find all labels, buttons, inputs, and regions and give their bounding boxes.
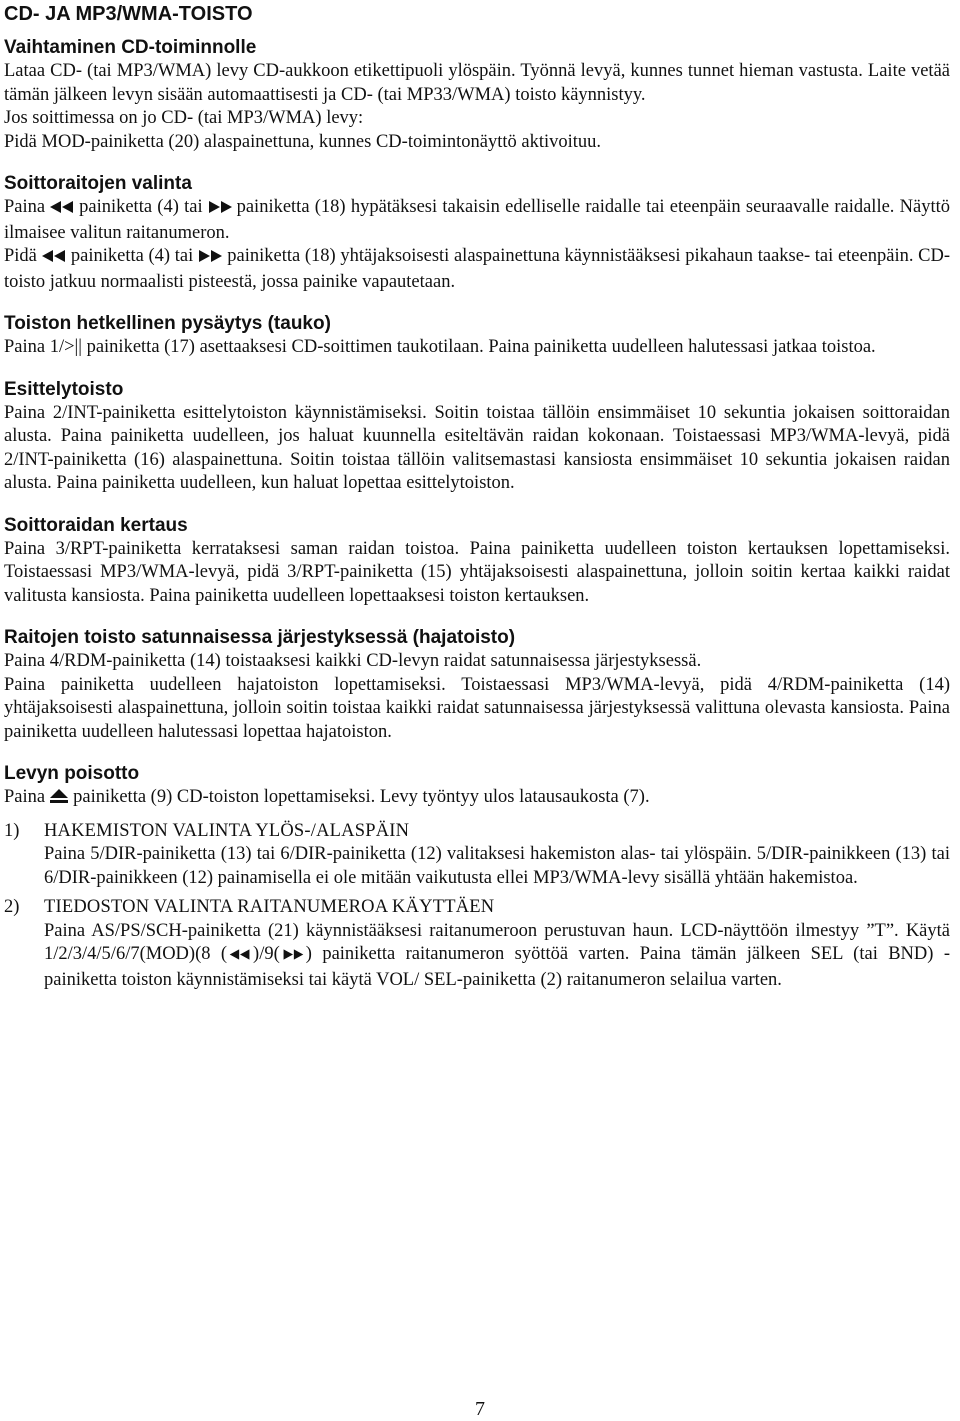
section-random (4, 626, 950, 744)
page-number: 7 (475, 1398, 485, 1420)
list-item-text: Paina 5/DIR-painiketta (13) tai 6/DIR-painiketta (12) valitaksesi hakemiston alas- tai ylöspäin. 5/DIR-painikkeen (13) tai 6/DIR-painikkeen (12) painamisella ei ole mitään vaikutusta ellei MP3/WMA-levy sisällä yhtään hakemistoa. (44, 844, 950, 888)
list-item-title: TIEDOSTON VALINTA RAITANUMEROA KÄYTTÄEN (44, 897, 495, 917)
rewind-icon (48, 198, 76, 222)
list-item (4, 820, 950, 891)
text-run: painiketta (9) CD-toiston lopettamiseksi. Levy työntyy ulos latausaukosta (7). (73, 787, 650, 807)
list-item-text (44, 920, 950, 993)
text-run: ) painiketta raitanumeron syöttöä varten. Paina tämän jälkeen SEL (tai BND) -painiketta toiston käynnistämiseksi tai käytä VOL/ SEL-painiketta (2) raitanumeron selailua varten. (44, 944, 950, 990)
text-run: Paina (4, 197, 46, 217)
eject-icon (48, 788, 70, 812)
paragraph: Paina 1/>|| painiketta (17) asettaaksesi CD-soittimen taukotilaan. Paina painiketta uudelleen halutessasi jatkaa toistoa. (4, 337, 876, 357)
paragraph: Paina 4/RDM-painiketta (14) toistaaksesi kaikki CD-levyn raidat satunnaisessa järjestyksessä. (4, 651, 702, 671)
list-number: 1) (4, 820, 20, 841)
fast-forward-icon (196, 247, 224, 271)
section-heading: Esittelytoisto (4, 378, 124, 400)
paragraph (4, 786, 950, 812)
paragraph (4, 196, 950, 245)
section-heading: Soittoraitojen valinta (4, 173, 192, 194)
section-heading: Levyn poisotto (4, 763, 140, 784)
paragraph: Paina 2/INT-painiketta esittelytoiston käynnistämiseksi. Soitin toistaa tällöin ensimmäiset 10 sekuntia jokaisen soittoraidan alusta. Paina painiketta uudelleen, jos haluat kuunnella esiteltävän raidan kokonaan. Toistaessasi MP3/WMA-levyä, pidä 2/INT-painiketta (16) alaspainettuna. Soitin toistaa tällöin valitsemastasi kansiosta ensimmäiset 10 sekuntia jokaisen raidan alusta. Paina painiketta uudelleen, kun haluat lopettaa esittelytoiston. (4, 402, 950, 493)
paragraph: Paina painiketta uudelleen hajatoiston lopettamiseksi. Toistaessasi MP3/WMA-levyä, pidä 4/RDM-painiketta (14) yhtäjaksoisesti alaspainettuna, jolloin soitin toistaa kaikki raidat satunnaisessa järjestyksessä valittuna olevasta kansiosta. Paina painiketta uudelleen halutessasi lopettaa hajatoiston. (4, 674, 950, 742)
section-heading: Soittoraidan kertaus (4, 514, 188, 536)
text-run: Paina (4, 787, 46, 807)
text-run: Pidä (4, 246, 37, 266)
section-cd-mode (4, 36, 950, 154)
section-pause (4, 312, 950, 360)
numbered-list (4, 820, 950, 993)
list-number: 2) (4, 897, 20, 917)
fast-forward-icon (206, 198, 234, 222)
paragraph: Pidä MOD-painiketta (20) alaspainettuna, kunnes CD-toimintonäyttö aktivoituu. (4, 131, 602, 152)
text-run: painiketta (18) hypätäksesi takaisin edelliselle raidalle tai eteenpäin seuraavalle raidalle. Näyttö ilmaisee valitun raitanumeron. (4, 197, 951, 243)
text-run: Paina AS/PS/SCH-painiketta (21) käynnistääksesi raitanumeroon perustuvan haun. LCD-näyttöön ilmestyy ”T”. Käytä 1/2/3/4/5/6/7(MOD)(8 ( (44, 920, 950, 964)
paragraph: Paina 3/RPT-painiketta kerrataksesi saman raidan toistoa. Paina painiketta uudelleen toiston kertauksen lopettamiseksi. Toistaessasi MP3/WMA-levyä, pidä 3/RPT-painiketta (15) yhtäjaksoisesti alaspainettuna, jolloin soitin kertaa kaikki raidat valitusta kansiosta. Paina painiketta uudelleen lopettaaksesi toiston kertauksen. (4, 538, 950, 606)
section-track-select (4, 172, 950, 294)
list-item (4, 896, 950, 992)
section-heading: Vaihtaminen CD-toiminnolle (4, 37, 257, 58)
document-page (4, 0, 950, 998)
text-run: )/9( (253, 944, 280, 964)
fast-forward-icon (281, 945, 305, 969)
page-title: CD- JA MP3/WMA-TOISTO (4, 3, 253, 25)
paragraph (4, 245, 950, 294)
section-intro-play (4, 378, 950, 496)
section-eject (4, 762, 950, 812)
paragraph: Jos soittimessa on jo CD- (tai MP3/WMA) levy: (4, 108, 364, 128)
text-run: painiketta (18) yhtäjaksoisesti alaspainettuna käynnistääksesi pikahaun taakse- tai eteenpäin. CD-toisto jatkuu normaalisti pisteestä, jossa painike vapautetaan. (4, 246, 950, 292)
text-run: painiketta (4) tai (70, 246, 194, 266)
list-item-title: HAKEMISTON VALINTA YLÖS-/ALASPÄIN (44, 820, 410, 841)
text-run: painiketta (4) tai (79, 197, 203, 217)
section-repeat (4, 514, 950, 609)
rewind-icon (40, 247, 68, 271)
paragraph: Lataa CD- (tai MP3/WMA) levy CD-aukkoon etikettipuoli ylöspäin. Työnnä levyä, kunnes tunnet hieman vastusta. Laite vetää tämän jälkeen levyn sisään automaattisesti ja CD- (tai MP33/WMA) toisto käynnistyy. (4, 61, 950, 105)
section-heading: Toiston hetkellinen pysäytys (tauko) (4, 313, 331, 334)
section-heading: Raitojen toisto satunnaisessa järjestyksessä (hajatoisto) (4, 627, 516, 648)
rewind-icon (228, 945, 252, 969)
